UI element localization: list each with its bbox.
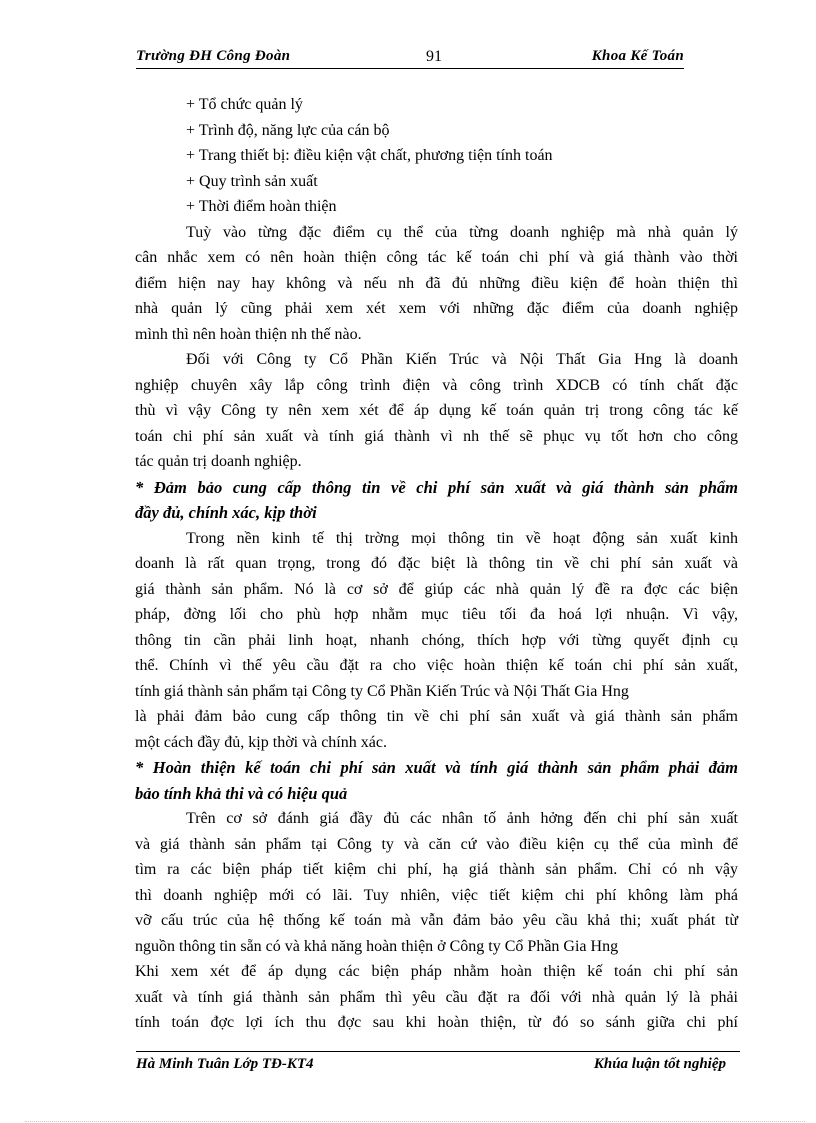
paragraph-line: Tuỳ vào từng đặc điểm cụ thể của từng doanh nghiệp mà nhà quản lý [186,223,738,241]
paragraph-2 [135,347,738,475]
document-type: Khúa luận tốt nghiệp [593,1056,726,1072]
bullet-list [135,92,738,220]
heading-line: bảo tính khả thi và có hiệu quả [135,783,348,803]
paragraph-line: là phải đảm bảo cung cấp thông tin về chi phí sản xuất và giá thành sản phẩm [135,708,738,725]
paragraph-line: giá thành sản phẩm. Nó là cơ sở để giúp các nhà quản lý đề ra đợc các biện [135,580,738,598]
paragraph-line: toán chi phí sản xuất và tính giá thành vì nh thế sẽ phục vụ tốt hơn cho công [135,427,738,445]
paragraph-line: Trong nền kinh tế thị trờng mọi thông tin về hoạt động sản xuất kinh [186,529,738,547]
school-name: Trường ĐH Công Đoàn [136,48,291,64]
section-heading-2 [135,755,738,806]
document-body [135,92,738,1036]
page-header [136,48,684,69]
department-name: Khoa Kế Toán [591,48,684,64]
paragraph-line: thể. Chính vì thế yêu cầu đặt ra cho việc hoàn thiện kế toán chi phí sản xuất, [135,657,738,674]
paragraph-line: tác quản trị doanh nghiệp. [135,453,302,470]
paragraph-line: cân nhắc xem có nên hoàn thiện công tác kế toán chi phí và giá thành vào thời [135,249,738,266]
paragraph-line: tính toán đợc lợi ích thu đợc sau khi hoàn thiện, từ đó so sánh giữa chi phí [135,1014,738,1031]
bullet-item: + Tổ chức quản lý [186,96,303,113]
section-heading-1 [135,475,738,526]
bullet-item: + Trình độ, năng lực của cán bộ [186,121,390,139]
heading-line: đầy đủ, chính xác, kịp thời [135,503,317,522]
paragraph-line: nghiệp chuyên xây lắp công trình điện và công trình XDCB có tính chất đặc [135,376,738,394]
paragraph-line: và giá thành sản phẩm tại Công ty và căn cứ vào điều kiện cụ thể của mình để [135,835,738,853]
paragraph-line: thì doanh nghiệp mới có lãi. Tuy nhiên, việc tiết kiệm chi phí không làm phá [135,886,738,904]
paragraph-line: Khi xem xét để áp dụng các biện pháp nhằm hoàn thiện kế toán chi phí sản [135,963,738,980]
footer-divider [136,1051,740,1052]
paragraph-line: mình thì nên hoàn thiện nh thế nào. [135,325,362,343]
paragraph-line: vỡ cấu trúc của hệ thống kế toán mà vẫn đảm bảo yêu cầu khả thi; xuất phát từ [135,912,738,929]
paragraph-1 [135,220,738,348]
paragraph-line: tìm ra các biện pháp tiết kiệm chi phí, hạ giá thành sản phẩm. Chỉ có nh vậy [135,861,738,878]
paragraph-line: thông tin cần phải linh hoạt, nhanh chóng, thích hợp với từng quyết định cụ [135,631,738,649]
author-info: Hà Minh Tuân Lớp TĐ-KT4 [136,1056,314,1072]
paragraph-line: Trên cơ sở đánh giá đầy đủ các nhân tố ảnh hởng đến chi phí sản xuất [186,810,738,827]
bullet-item: + Thời điểm hoàn thiện [186,198,337,215]
paragraph-4 [135,806,738,1036]
bullet-item: + Trang thiết bị: điều kiện vật chất, phương tiện tính toán [186,147,553,164]
paragraph-line: nhà quản lý cũng phải xem xét xem với những đặc điểm của doanh nghiệp [135,300,738,317]
heading-line: * Hoàn thiện kế toán chi phí sản xuất và tính giá thành sản phẩm phải đảm [135,758,738,777]
heading-line: * Đảm bảo cung cấp thông tin về chi phí sản xuất và giá thành sản phẩm [135,477,738,497]
paragraph-line: nguồn thông tin sẵn có và khả năng hoàn thiện ở Công ty Cổ Phần Gia Hng [135,937,619,955]
paragraph-line: tính giá thành sản phẩm tại Công ty Cổ Phần Kiến Trúc và Nội Thất Gia Hng [135,682,629,700]
paragraph-line: pháp, đờng lối cho phù hợp nhằm mục tiêu tối đa hoá lợi nhuận. Vì vậy, [135,606,738,623]
paragraph-3 [135,526,738,756]
bullet-item: + Quy trình sản xuất [186,172,318,190]
paragraph-line: xuất và tính giá thành sản phẩm thì yêu cầu đặt ra đối với nhà quản lý là phải [135,988,738,1006]
paragraph-line: một cách đầy đủ, kịp thời và chính xác. [135,733,387,751]
page-bottom-divider [25,1121,805,1122]
paragraph-line: Đối với Công ty Cổ Phần Kiến Trúc và Nội Thất Gia Hng là doanh [186,351,738,368]
paragraph-line: điểm hiện nay hay không và nếu nh đã đủ những điều kiện để hoàn thiện thì [135,274,738,292]
page-number: 91 [426,48,442,65]
paragraph-line: doanh là rất quan trọng, trong đó đặc biệt là thông tin về chi phí sản xuất và [135,555,738,572]
paragraph-line: thù vì vậy Công ty nên xem xét để áp dụng kế toán quản trị trong công tác kế [135,402,738,419]
page-footer [136,1056,726,1076]
